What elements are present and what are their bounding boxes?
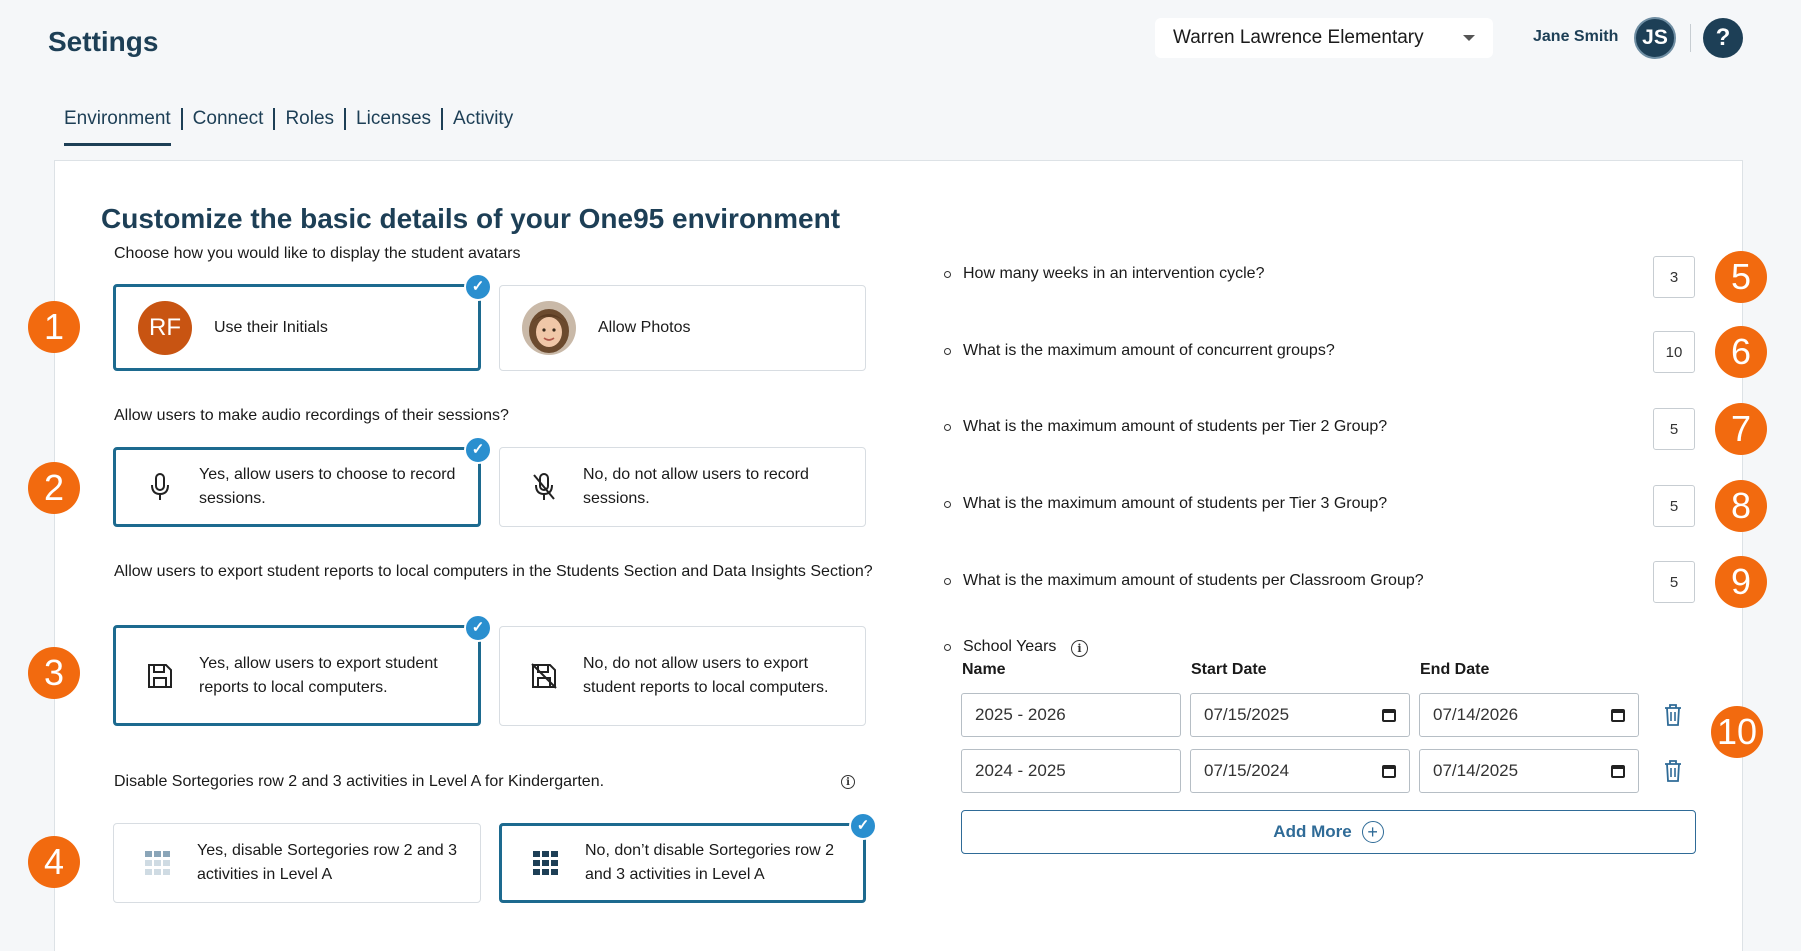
card-heading: Customize the basic details of your One95 environment [101,203,841,234]
bullet-icon [944,578,951,585]
checkmark-icon: ✓ [464,273,492,301]
page-title: Settings [48,26,159,57]
classroom-students-input[interactable]: 5 [1653,561,1695,603]
school-years-label: School Years [963,638,1057,655]
option-allow-recording[interactable] [113,441,485,527]
question-label: What is the maximum amount of students per Classroom Group? [963,572,1424,589]
calendar-icon[interactable] [1382,709,1396,722]
checkmark-icon: ✓ [464,614,492,642]
tab-connect[interactable]: Connect [181,108,274,130]
option-label: No, do not allow users to export student reports to local computers. [583,655,829,696]
checkmark-icon: ✓ [464,436,492,464]
field-value: 07/15/2025 [1204,705,1290,724]
info-icon[interactable]: i [1071,640,1088,657]
question-concurrent-groups [944,342,1335,360]
bullet-icon [944,644,951,651]
microphone-off-icon [527,472,561,502]
header-divider [1690,24,1691,52]
option-allow-export[interactable] [113,619,485,726]
grid-faded-icon [141,851,175,875]
school-years-heading [944,638,1056,656]
field-value: 07/15/2024 [1204,761,1290,780]
trash-icon[interactable] [1664,704,1682,726]
tab-environment[interactable]: Environment [64,108,181,130]
bullet-icon [944,271,951,278]
bullet-icon [944,348,951,355]
school-year-name-input[interactable] [961,749,1181,793]
marker-7: 7 [1715,403,1767,455]
start-date-input[interactable] [1190,693,1410,737]
plus-circle-icon: + [1362,821,1384,843]
end-date-input[interactable] [1419,749,1639,793]
question-label: How many weeks in an intervention cycle? [963,265,1265,282]
question-label: What is the maximum amount of students per Tier 3 Group? [963,495,1388,512]
bullet-icon [944,501,951,508]
option-keep-sortegories[interactable] [499,817,870,903]
field-value: 2024 - 2025 [975,761,1066,780]
sortegories-question: Disable Sortegories row 2 and 3 activities in Level A for Kindergarten. [114,773,605,790]
calendar-icon[interactable] [1382,765,1396,778]
marker-4: 4 [28,836,80,888]
settings-tabs [64,108,523,130]
help-icon[interactable]: ? [1703,18,1743,58]
option-label: No, don’t disable Sortegories row 2 and 3 activities in Level A [585,842,835,883]
option-label: Use their Initials [214,318,328,336]
marker-3: 3 [28,647,80,699]
calendar-icon[interactable] [1611,709,1625,722]
option-label: Yes, disable Sortegories row 2 and 3 activities in Level A [197,842,458,883]
marker-9: 9 [1715,556,1767,608]
bullet-icon [944,424,951,431]
marker-1: 1 [28,301,80,353]
school-year-name-input[interactable] [961,693,1181,737]
user-name[interactable]: Jane Smith [1533,28,1619,45]
question-classroom-students [944,572,1424,590]
student-photo [522,301,576,355]
chevron-down-icon [1463,35,1475,41]
col-end-date: End Date [1420,661,1490,678]
start-date-input[interactable] [1190,749,1410,793]
tab-licenses[interactable]: Licenses [344,108,441,130]
option-label: No, do not allow users to record sessions. [583,466,809,507]
option-disallow-recording[interactable] [499,447,866,527]
col-name: Name [962,661,1006,678]
save-off-icon [527,662,561,690]
tab-activity[interactable]: Activity [441,108,523,130]
export-question: Allow users to export student reports to local computers in the Students Section and Data Insights Section? [114,563,873,580]
question-label: What is the maximum amount of concurrent groups? [963,342,1335,359]
avatar-question: Choose how you would like to display the student avatars [114,245,521,262]
col-start-date: Start Date [1191,661,1267,678]
user-avatar[interactable]: JS [1634,17,1676,59]
calendar-icon[interactable] [1611,765,1625,778]
question-intervention-weeks [944,265,1264,283]
option-label: Allow Photos [598,319,691,336]
marker-10: 10 [1711,706,1763,758]
tab-roles[interactable]: Roles [273,108,344,130]
field-value: 2025 - 2026 [975,705,1066,724]
concurrent-groups-input[interactable]: 10 [1653,331,1695,373]
option-label: Yes, allow users to export student reports to local computers. [199,654,438,696]
option-use-initials[interactable] [113,278,485,371]
question-tier3-students [944,495,1387,513]
add-more-label: Add More [1273,822,1352,841]
microphone-icon [143,472,177,502]
option-disallow-export[interactable] [499,626,866,726]
tier3-students-input[interactable]: 5 [1653,485,1695,527]
marker-6: 6 [1715,326,1767,378]
save-icon [143,662,177,690]
question-label: What is the maximum amount of students per Tier 2 Group? [963,418,1388,435]
audio-question: Allow users to make audio recordings of their sessions? [114,407,509,424]
end-date-input[interactable] [1419,693,1639,737]
option-label: Yes, allow users to choose to record sessions. [199,466,456,507]
option-allow-photos[interactable] [499,285,866,371]
marker-2: 2 [28,462,80,514]
school-select-value: Warren Lawrence Elementary [1173,27,1424,48]
field-value: 07/14/2025 [1433,761,1519,780]
info-icon[interactable]: i [841,775,855,789]
trash-icon[interactable] [1664,760,1682,782]
school-select[interactable] [1155,18,1493,58]
field-value: 07/14/2026 [1433,705,1519,724]
initials-avatar: RF [138,301,192,355]
intervention-weeks-input[interactable]: 3 [1653,256,1695,298]
add-more-button[interactable] [961,810,1696,854]
tier2-students-input[interactable]: 5 [1653,408,1695,450]
checkmark-icon: ✓ [849,812,877,840]
grid-icon [529,851,563,875]
marker-8: 8 [1715,480,1767,532]
option-disable-sortegories[interactable] [113,823,481,903]
question-tier2-students [944,418,1387,436]
marker-5: 5 [1715,251,1767,303]
